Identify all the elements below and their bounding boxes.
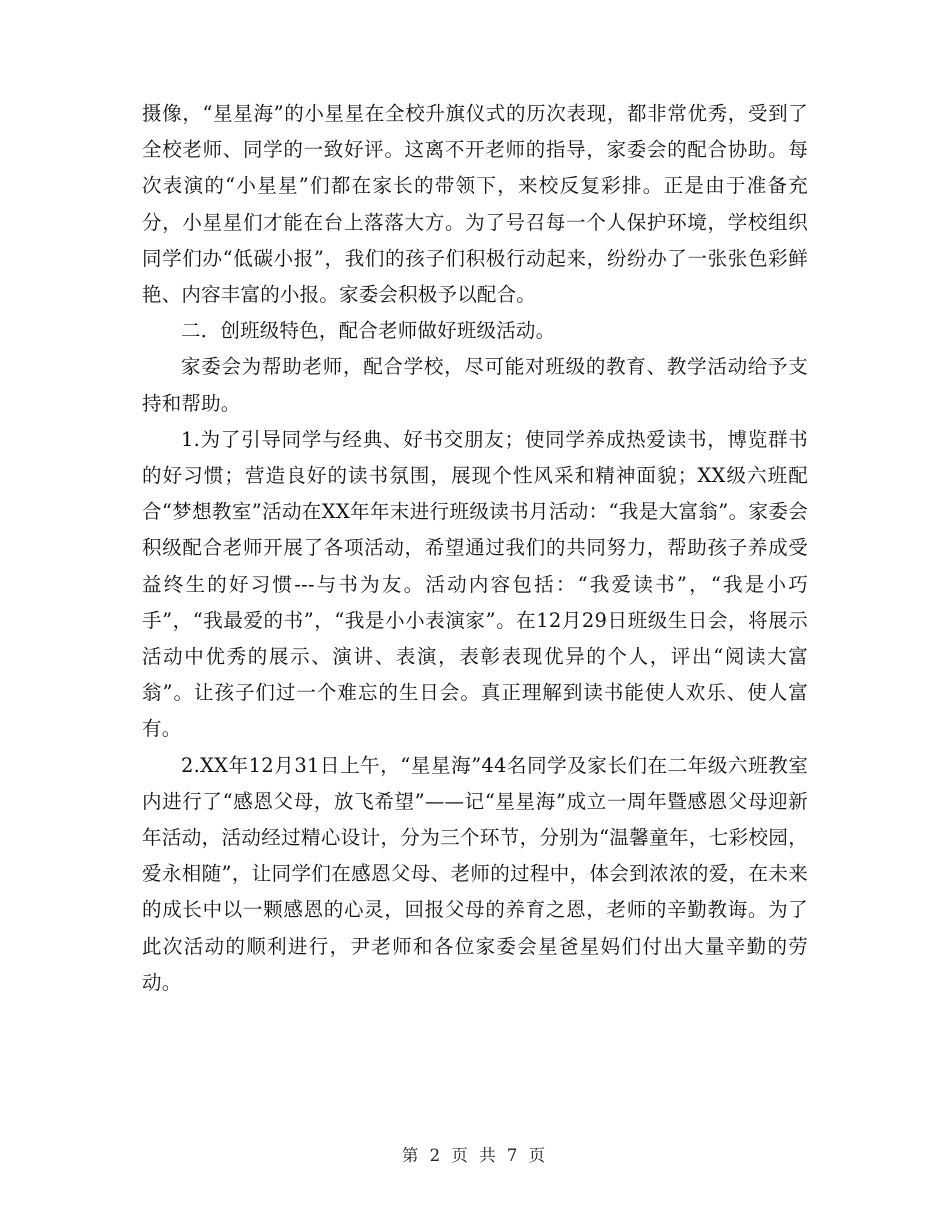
paragraph-continuation: 摄像，“星星海”的小星星在全校升旗仪式的历次表现，都非常优秀，受到了全校老师、同学的一致好评。这离不开老师的指导，家委会的配合协助。每次表演的“小星星”们都在家长的带领下，来校反复彩排。正是由于准备充分，小星星们才能在台上落落大方。为了号召每一个人保护环境，学校组织同学们办“低碳小报”，我们的孩子们积极行动起来，纷纷办了一张张色彩鲜艳、内容丰富的小报。家委会积极予以配合。 xyxy=(142,102,808,307)
paragraph-item-2: 2.XX年12月31日上午，“星星海”44名同学及家长们在二年级六班教室内进行了“感恩父母，放飞希望”——记“星星海”成立一周年暨感恩父母迎新年活动，活动经过精心设计，分为三个环节，分别为“温馨童年，七彩校园，爱永相随”，让同学们在感恩父母、老师的过程中，体会到浓浓的爱，在未来的成长中以一颗感恩的心灵，回报父母的养育之恩，老师的辛勤教诲。为了此次活动的顺利进行，尹老师和各位家委会星爸星妈们付出大量辛勤的劳动。 xyxy=(142,753,808,994)
paragraph-item-1: 1.为了引导同学与经典、好书交朋友；使同学养成热爱读书，博览群书的好习惯；营造良好的读书氛围，展现个性风采和精神面貌；XX级六班配合“梦想教室”活动在XX年年末进行班级读书月活动：“我是大富翁”。家委会积级配合老师开展了各项活动，希望通过我们的共同努力，帮助孩子养成受益终生的好习惯---与书为友。活动内容包括：“我爱读书”，“我是小巧手”，“我最爱的书”，“我是小小表演家”。在12月29日班级生日会，将展示活动中优秀的展示、演讲、表演，表彰表现优异的个人，评出“阅读大富翁”。让孩子们过一个难忘的生日会。真正理解到读书能使人欢乐、使人富有。 xyxy=(142,427,808,741)
section-heading: 二．创班级特色，配合老师做好班级活动。 xyxy=(181,319,556,343)
document-body xyxy=(142,96,808,1001)
paragraph-intro: 家委会为帮助老师，配合学校，尽可能对班级的教育、教学活动给予支持和帮助。 xyxy=(142,355,808,415)
page-number-footer: 第 2 页 共 7 页 xyxy=(401,1146,549,1165)
